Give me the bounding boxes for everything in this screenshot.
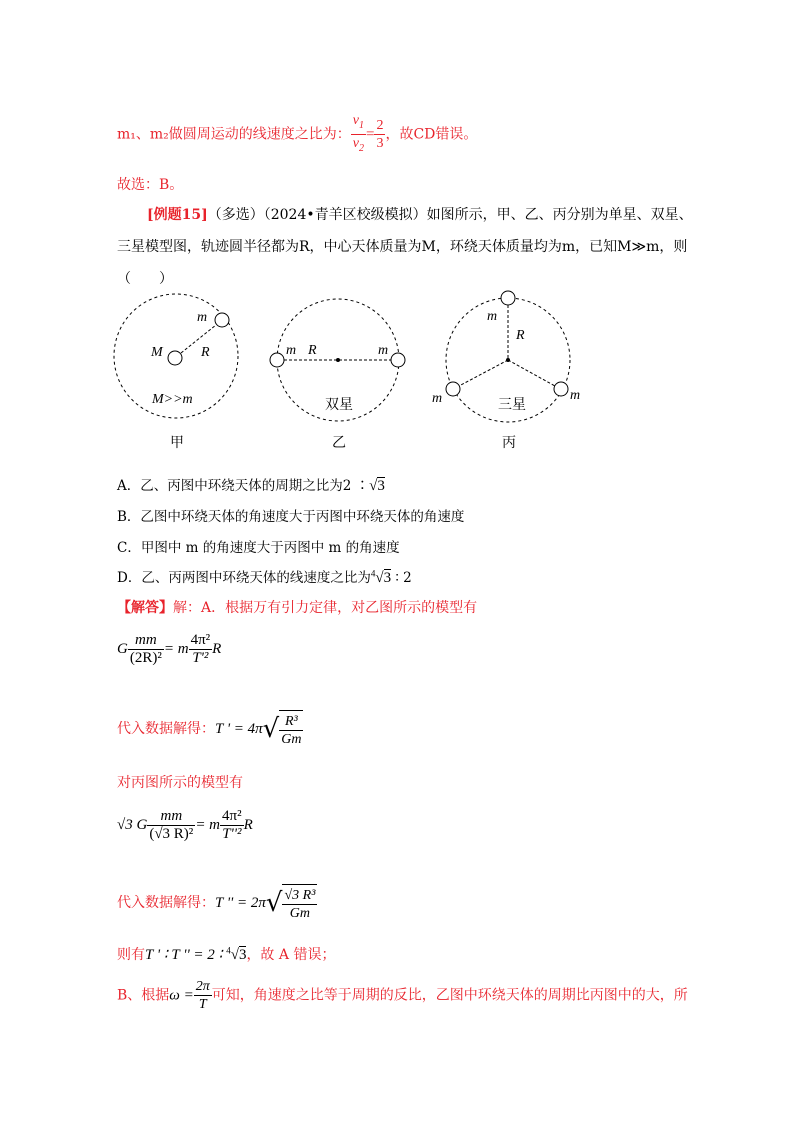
jia-R-label: R (201, 345, 210, 360)
solution-1: 代入数据解得：T ' = 4π√ $\frac{\text{R³}}{Gm}$ (117, 710, 303, 748)
two-thirds-fraction: $\frac{2}{3}$ (376, 117, 384, 151)
jia-M-label: M (151, 345, 163, 360)
bing-caption: 丙 (502, 435, 516, 451)
bing-m-right-label: m (570, 388, 581, 403)
bing-title: 三星 (498, 397, 526, 413)
yi-left-body (270, 353, 284, 367)
option-d[interactable]: D．乙、丙两图中环绕天体的线速度之比为$^4$√3 ∶ 2 (117, 568, 412, 586)
single-star-model (114, 294, 238, 451)
bing-left-body (446, 382, 460, 396)
bing-model-head: 对丙图所示的模型有 (117, 775, 243, 791)
previous-answer: 故选：B。 (117, 177, 184, 193)
bing-right-body (554, 382, 568, 396)
jia-caption: 甲 (170, 435, 184, 451)
yi-title: 双星 (325, 397, 353, 413)
example-tag: [例题15] (147, 207, 208, 223)
solution-2: 代入数据解得：T '' = 2π√ $\frac{\text{√3 R³}}{Gm}$ (117, 884, 317, 922)
bing-top-body (501, 291, 515, 305)
bing-R-label: R (516, 328, 525, 343)
yi-right-body (391, 353, 405, 367)
option-a[interactable]: A．乙、丙图中环绕天体的周期之比为2 ∶√3 (117, 478, 385, 494)
yi-R-label: R (308, 343, 317, 358)
star-models-figure (100, 285, 600, 455)
speed-ratio-suffix: ，故CD错误。 (385, 126, 478, 143)
equation-1: G $\frac{mm}{\text{(2R)²}}$ = m $\frac{\text{4π²}}{\text{T'²}}$ R (117, 632, 222, 666)
triple-star-model (432, 291, 580, 451)
example-line-1: [例题15]（多选）（2024•青羊区校级模拟）如图所示，甲、乙、丙分别为单星、双星、 (147, 207, 693, 223)
solution-head: 【解答】解：A．根据万有引力定律，对乙图所示的模型有 (117, 600, 478, 616)
speed-ratio-line: m₁、m₂做圆周运动的线速度之比为： $\frac{v_1}{v_2}$ = $\frac{2}{3}$ ，故CD错误。 (117, 112, 477, 157)
period-ratio-line: 则有T ' ∶ T '' = 2 ∶ $^4$√3，故 A 错误； (117, 945, 336, 963)
jia-central-body (168, 351, 182, 365)
jia-condition: M>>m (152, 392, 193, 407)
equation-2: √3 G $\frac{mm}{\text{(√3 R)²}}$ = m $\frac{\text{4π²}}{\text{T''²}}$ R (117, 808, 253, 842)
example-line-2: 三星模型图，轨迹圆半径都为R，中心天体质量为M，环绕天体质量均为m，已知M≫m，则 (117, 239, 688, 255)
jia-orbiting-body (215, 313, 229, 327)
yi-caption: 乙 (332, 435, 346, 451)
bing-m-left-label: m (432, 391, 443, 406)
option-c[interactable]: C．甲图中 m 的角速度大于丙图中 m 的角速度 (117, 540, 400, 556)
speed-ratio-prefix: m₁、m₂做圆周运动的线速度之比为： (117, 126, 351, 143)
yi-m-left-label: m (286, 343, 297, 358)
example-line-3: （ ） (117, 271, 173, 287)
v-ratio-fraction: $\frac{v_1}{v_2}$ (352, 113, 364, 154)
bing-m-top-label: m (487, 309, 498, 324)
yi-m-right-label: m (378, 343, 389, 358)
jia-m-label: m (197, 310, 208, 325)
option-b[interactable]: B．乙图中环绕天体的角速度大于丙图中环绕天体的角速度 (117, 509, 465, 525)
binary-star-model (270, 299, 405, 451)
part-b-line: B、根据ω = $\frac{2\pi}{T}$ 可知，角速度之比等于周期的反比，乙图中环绕天体的周期比丙图中的大，所 (117, 979, 688, 1012)
